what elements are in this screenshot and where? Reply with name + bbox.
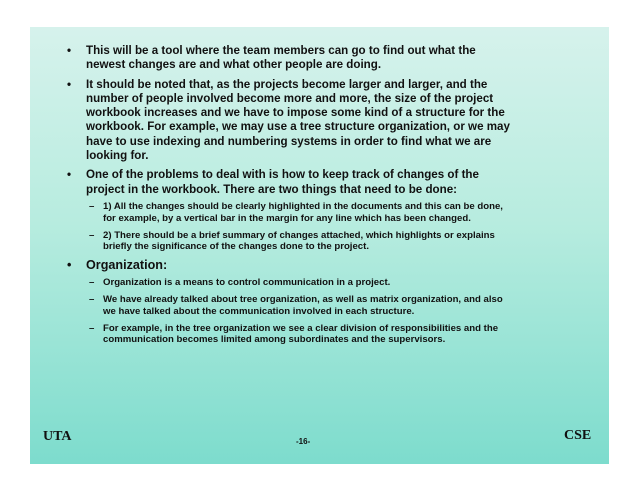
- sub-item-text: 1) All the changes should be clearly highlighted in the documents and this can be done, for example, by a vertical bar in the margin for any line which has been changed.: [103, 200, 503, 224]
- sub-item-text: Organization is a means to control communication in a project.: [103, 277, 391, 289]
- bullet-icon: •: [67, 44, 72, 57]
- footer-right-label: CSE: [564, 428, 592, 443]
- sub-item: [86, 323, 516, 347]
- dash-icon: –: [89, 293, 95, 305]
- sub-item-text: We have already talked about tree organization, as well as matrix organization, and also we have talked about the communication involved in each structure.: [103, 293, 503, 317]
- bullet-icon: •: [67, 77, 72, 91]
- bullet-item: [66, 168, 516, 253]
- sub-item: [86, 201, 516, 225]
- sub-item: [86, 230, 516, 254]
- sub-list: [86, 277, 516, 346]
- sub-item-text: 2) There should be a brief summary of changes attached, which highlights or explains briefly the significance of the changes done to the project.: [103, 229, 495, 253]
- bullet-item: [66, 78, 516, 164]
- dash-icon: –: [89, 229, 95, 241]
- bullet-item: [66, 44, 516, 73]
- sub-list: [86, 201, 516, 253]
- bullet-text: It should be noted that, as the projects become larger and larger, and the number of people involved become more and more, the size of the project workbook increases and we have to impose some kind of a structure for the workbook. For example, we may use a tree structure organization, or we may have to use indexing and numbering systems in order to find what we are looking for.: [86, 77, 510, 163]
- dash-icon: –: [89, 200, 95, 212]
- page-number: -16-: [296, 437, 311, 446]
- bullet-text: One of the problems to deal with is how to keep track of changes of the project in the workbook. There are two things that need to be done:: [86, 168, 479, 196]
- dash-icon: –: [89, 277, 95, 289]
- sub-item-text: For example, in the tree organization we see a clear division of responsibilities and the communication becomes limited among subordinates and the supervisors.: [103, 322, 499, 346]
- bullet-icon: •: [67, 168, 72, 182]
- sub-item: [86, 294, 516, 318]
- bullet-text: Organization:: [86, 258, 168, 273]
- bullet-text: This will be a tool where the team members can go to find out what the newest changes are and what other people are doing.: [86, 44, 476, 72]
- sub-item: [86, 277, 516, 289]
- dash-icon: –: [89, 322, 95, 334]
- slide-content: [66, 44, 516, 351]
- bullet-list: [66, 44, 516, 346]
- bullet-icon: •: [67, 258, 72, 273]
- bullet-item: [66, 258, 516, 346]
- footer-left-label: UTA: [43, 429, 72, 444]
